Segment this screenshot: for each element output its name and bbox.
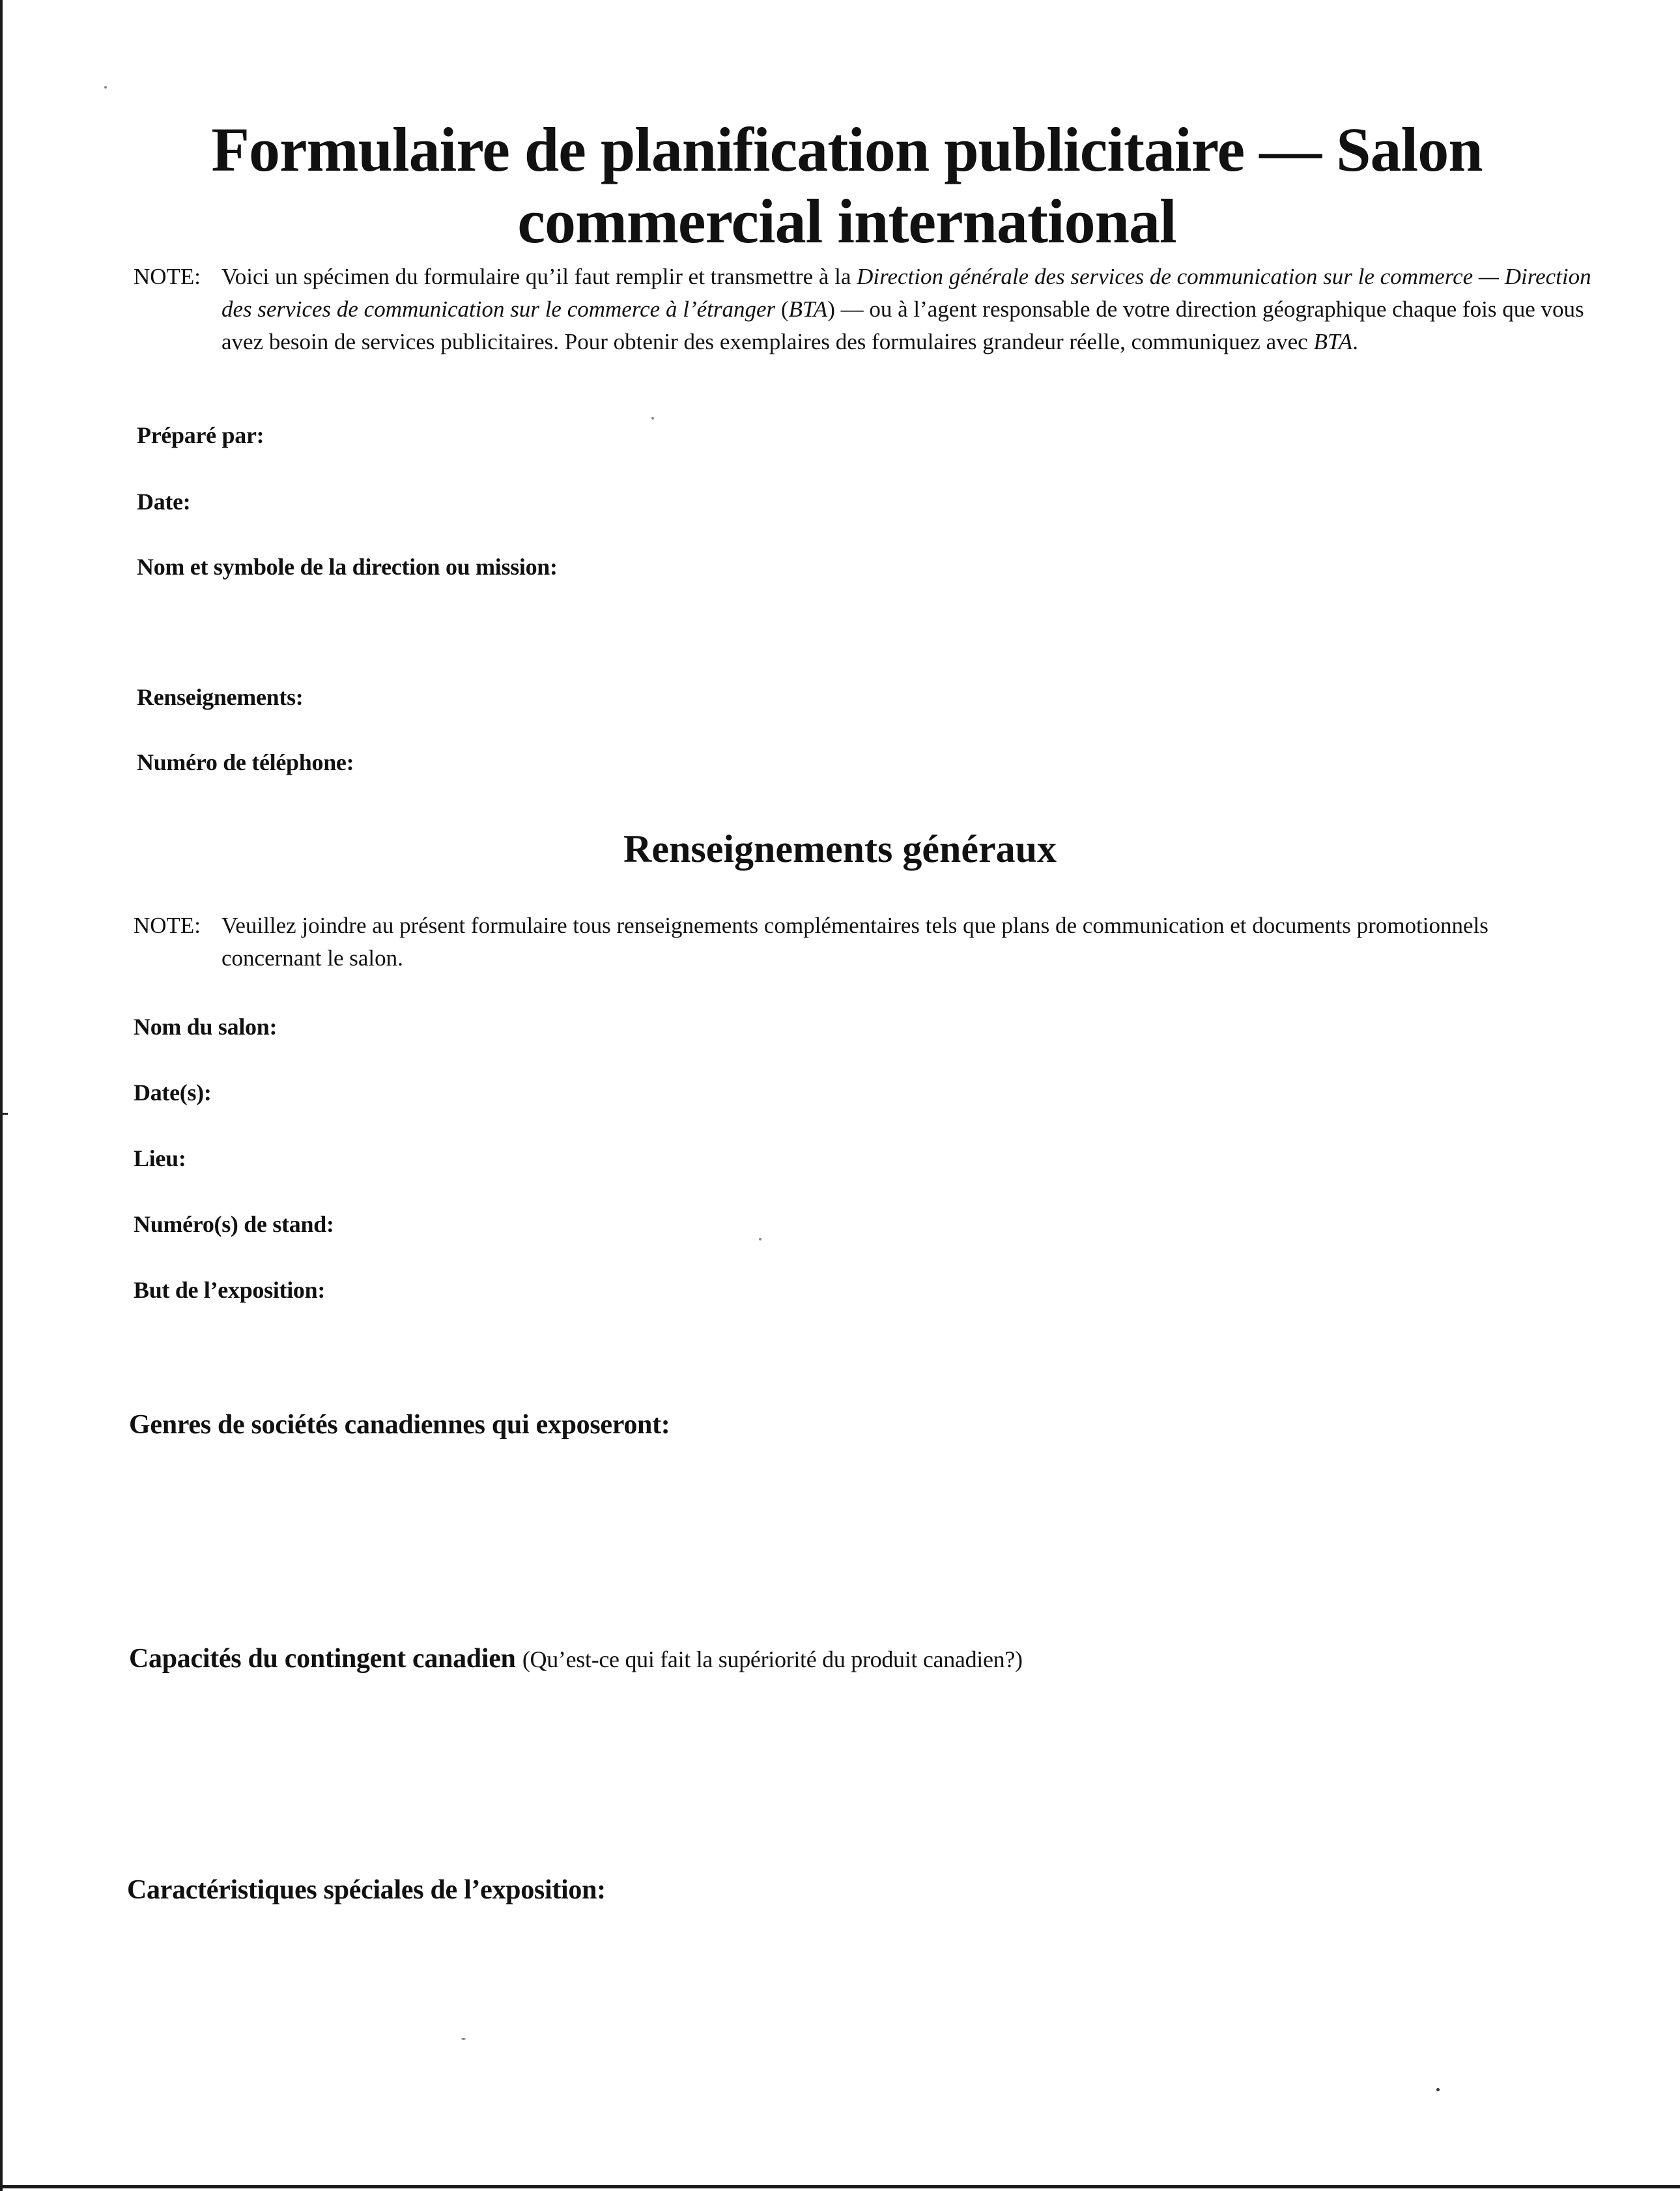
title-line-1: Formulaire de planification publicitaire — Salon xyxy=(211,115,1483,184)
field-but-exposition: But de l’exposition: xyxy=(134,1277,326,1303)
field-date: Date: xyxy=(137,489,191,515)
section-heading: Renseignements généraux xyxy=(623,827,1057,870)
title-line-2: commercial international xyxy=(517,186,1176,256)
field-prepare-par: Préparé par: xyxy=(137,422,264,448)
note-label: NOTE: xyxy=(134,913,201,938)
question-capacites-hint: (Qu’est-ce qui fait la supériorité du produit canadien?) xyxy=(522,1646,1023,1672)
scan-speck xyxy=(104,86,107,89)
scan-speck xyxy=(0,1113,8,1115)
scan-speck xyxy=(759,1238,762,1240)
note-text: Voici un spécimen du formulaire qu’il faut remplir et transmettre à la Direction générale des services de communication sur le commerce — Direction des services de communication sur le commerce à l’étranger (BTA) — ou à l’agent responsable de votre direction géographique chaque fois que vous avez besoin de services publicitaires. Pour obtenir des exemplaires des formulaires grandeur réelle, communiquez avec BTA. xyxy=(221,264,1591,354)
field-renseignements: Renseignements: xyxy=(137,684,304,710)
note-text: Veuillez joindre au présent formulaire tous renseignements complémentaires tels que plans de communication et documents promotionnels concernant le salon. xyxy=(221,913,1488,971)
document-title xyxy=(130,114,1563,257)
question-caracteristiques: Caractéristiques spéciales de l’exposition: xyxy=(127,1875,606,1905)
field-nom-salon: Nom du salon: xyxy=(134,1014,278,1040)
scan-speck xyxy=(1436,2088,1440,2091)
scan-speck xyxy=(461,2038,466,2040)
question-capacites xyxy=(129,1642,1023,1676)
page-edge-bottom xyxy=(0,2185,1680,2188)
note-general xyxy=(134,909,1593,975)
page-edge-left xyxy=(0,0,3,2191)
field-telephone: Numéro de téléphone: xyxy=(137,749,354,775)
field-dates: Date(s): xyxy=(134,1080,212,1106)
question-capacites-label: Capacités du contingent canadien xyxy=(129,1644,516,1674)
field-stand: Numéro(s) de stand: xyxy=(134,1211,334,1237)
note-label: NOTE: xyxy=(134,264,201,289)
question-genres-societes: Genres de sociétés canadiennes qui exposeront: xyxy=(129,1410,670,1440)
field-lieu: Lieu: xyxy=(134,1145,186,1171)
note-intro xyxy=(134,261,1593,358)
scan-speck xyxy=(651,417,654,420)
field-nom-direction: Nom et symbole de la direction ou mission: xyxy=(137,554,558,580)
